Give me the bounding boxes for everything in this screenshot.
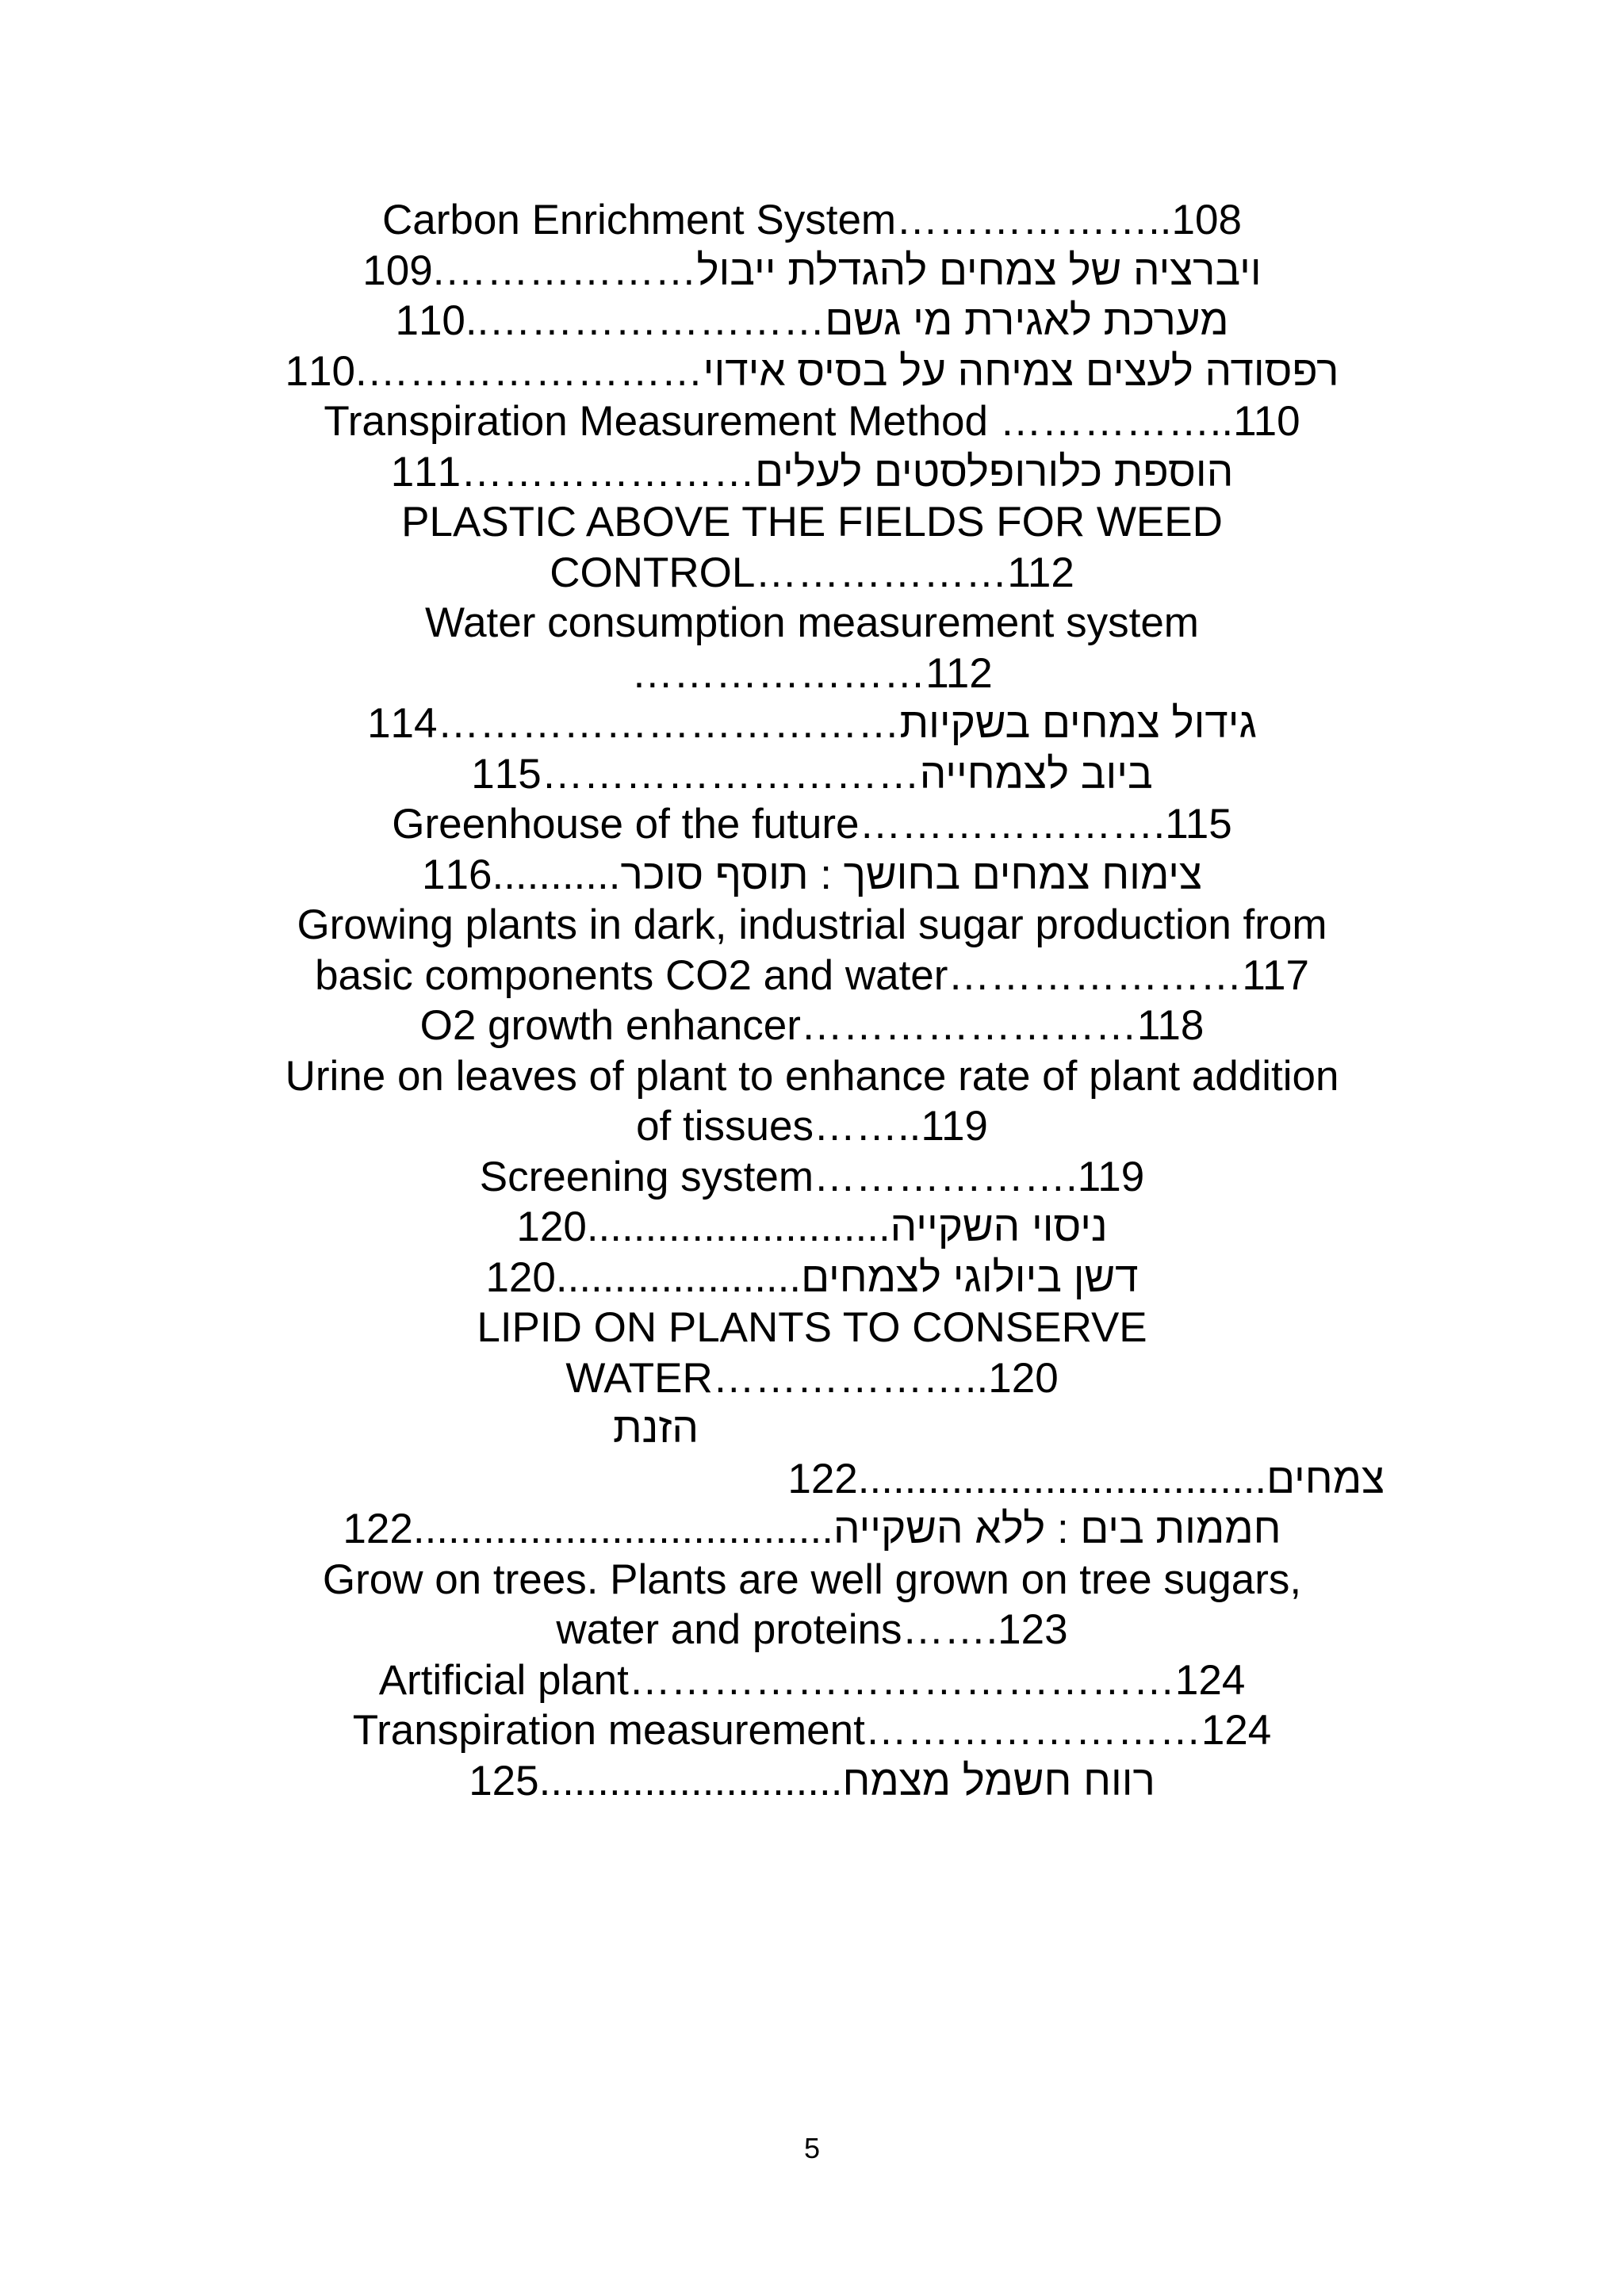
toc-entry-continuation: …………………112 xyxy=(631,649,993,697)
toc-entry: Screening system……………….119 xyxy=(479,1153,1145,1200)
toc-entry: גידול צמחים בשקיות……………………………114 xyxy=(367,700,1257,747)
toc-entry-continuation: water and proteins…….123 xyxy=(556,1606,1068,1653)
toc-entry: Growing plants in dark, industrial sugar production from xyxy=(297,901,1327,948)
toc-entry: Water consumption measurement system xyxy=(425,599,1199,646)
toc-entry: Artificial plant…………………………………124 xyxy=(378,1656,1246,1704)
toc-entry: צימוח צמחים בחושך : תוסף סוכר...........116 xyxy=(422,851,1202,898)
toc-entry: Grow on trees. Plants are well grown on tree sugars, xyxy=(322,1556,1302,1603)
page-number: 5 xyxy=(803,2132,821,2164)
toc-entry: LIPID ON PLANTS TO CONSERVE xyxy=(477,1304,1147,1351)
toc-entry: דשן ביולוגי לצמחים.....................120 xyxy=(485,1253,1139,1301)
toc-entry: ניסוי השקייה..........................120 xyxy=(516,1203,1108,1250)
toc-entry: Carbon Enrichment System………………..108 xyxy=(382,197,1242,243)
toc-entry: מערכת לאגירת מי גשם……………………..110 xyxy=(395,297,1229,344)
toc-entry: Urine on leaves of plant to enhance rate of plant addition xyxy=(285,1052,1339,1100)
toc-entry: Transpiration Measurement Method ……………..110 xyxy=(324,398,1300,445)
toc-entry: הוספת כלורופלסטים לעלים…………………111 xyxy=(390,448,1234,496)
toc-entry-continuation: צמחים...................................122 xyxy=(787,1455,1385,1502)
toc-entry-continuation: CONTROL………………112 xyxy=(550,549,1074,596)
toc-entry-continuation: basic components CO2 and water…………………117 xyxy=(315,951,1309,999)
toc-entry: Transpiration measurement……………………124 xyxy=(352,1707,1272,1754)
toc-entry: ביוב לצמחייה………………………115 xyxy=(471,750,1153,798)
table-of-contents xyxy=(238,195,1386,1806)
toc-entry: הזנת xyxy=(613,1405,699,1452)
toc-entry: חממות בים : ללא השקייה....................................122 xyxy=(343,1506,1281,1552)
toc-entry-continuation: WATER………………..120 xyxy=(565,1354,1059,1402)
toc-entry: רפסודה לעצים צמיחה על בסיס אידוי…………………….110 xyxy=(285,347,1339,395)
toc-entry: ויברציה של צמחים להגדלת ייבול……………….109 xyxy=(362,247,1262,294)
toc-entry: O2 growth enhancer……………………118 xyxy=(419,1002,1205,1049)
toc-entry-continuation: of tissues……..119 xyxy=(636,1103,988,1150)
toc-entry: רווח חשמל מצמח..........................125 xyxy=(469,1757,1155,1804)
toc-entry: PLASTIC ABOVE THE FIELDS FOR WEED xyxy=(401,499,1223,545)
toc-entry: Greenhouse of the future………………….115 xyxy=(392,801,1232,848)
